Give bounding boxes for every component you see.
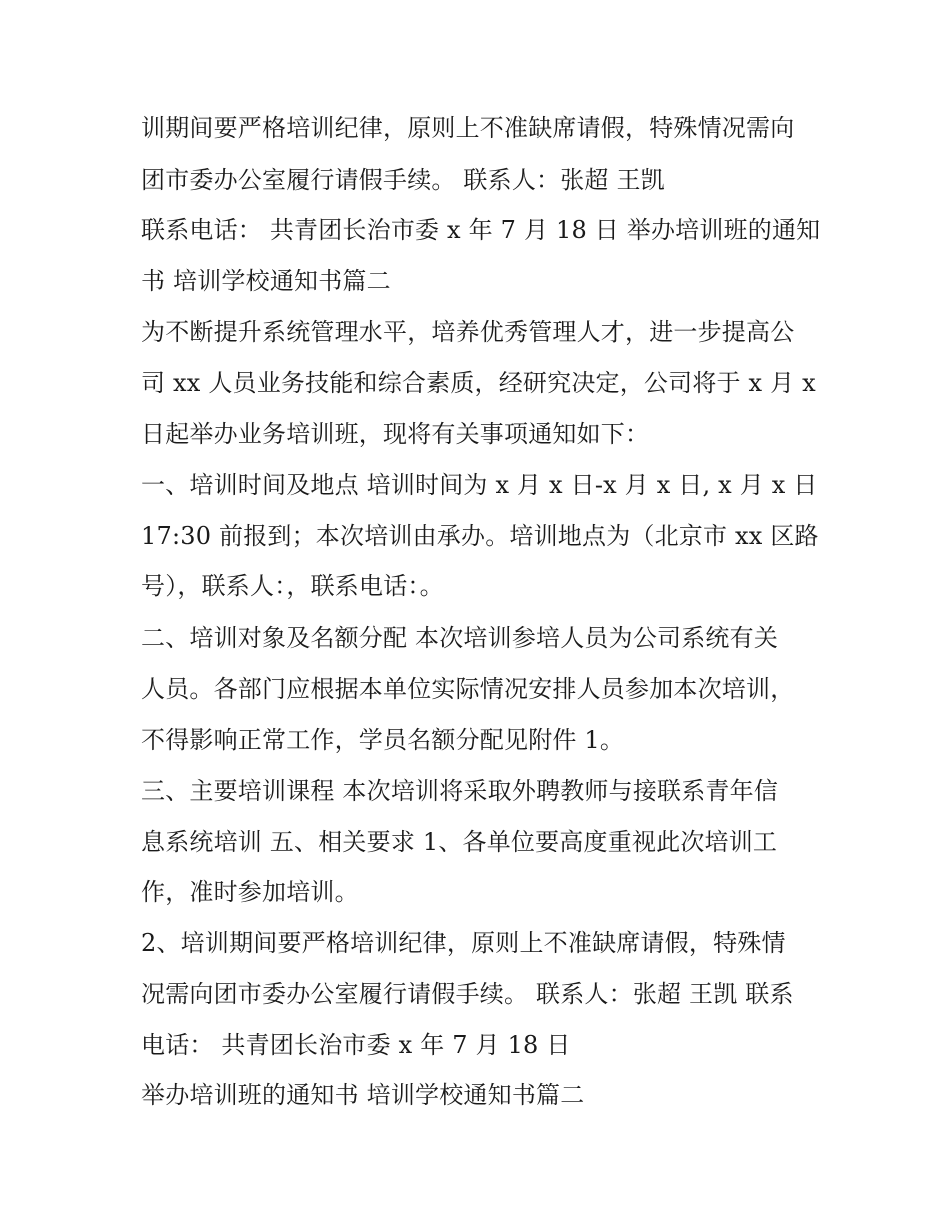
paragraph-line: 作，准时参加培训。 <box>141 878 359 906</box>
paragraph-line: 日起举办业务培训班，现将有关事项通知如下： <box>141 420 650 448</box>
paragraph-line: 息系统培训 五、相关要求 1、各单位要高度重视此次培训工 <box>141 828 778 856</box>
paragraph-line: 号），联系人：，联系电话：。 <box>141 572 444 600</box>
paragraph-line: 举办培训班的通知书 培训学校通知书篇二 <box>141 1081 585 1109</box>
paragraph-line: 电话： 共青团长治市委 x 年 7 月 18 日 <box>141 1031 571 1059</box>
paragraph-line: 人员。各部门应根据本单位实际情况安排人员参加本次培训， <box>141 675 795 703</box>
paragraph-line: 联系电话： 共青团长治市委 x 年 7 月 18 日 举办培训班的通知 <box>141 216 821 244</box>
paragraph-line: 训期间要严格培训纪律，原则上不准缺席请假，特殊情况需向 <box>141 114 795 142</box>
paragraph-line: 17:30 前报到；本次培训由承办。培训地点为（北京市 xx 区路 <box>141 522 819 550</box>
paragraph-line: 况需向团市委办公室履行请假手续。 联系人：张超 王凯 联系 <box>141 980 794 1008</box>
paragraph-line: 一、培训时间及地点 培训时间为 x 月 x 日-x 月 x 日, x 月 x 日 <box>141 471 818 499</box>
paragraph-line: 司 xx 人员业务技能和综合素质，经研究决定，公司将于 x 月 x <box>141 369 816 397</box>
paragraph-line: 为不断提升系统管理水平，培养优秀管理人才，进一步提高公 <box>141 318 795 346</box>
paragraph-line: 二、培训对象及名额分配 本次培训参培人员为公司系统有关 <box>141 624 779 652</box>
paragraph-line: 团市委办公室履行请假手续。 联系人：张超 王凯 <box>141 166 665 194</box>
paragraph-line: 三、主要培训课程 本次培训将采取外聘教师与接联系青年信 <box>141 777 779 805</box>
paragraph-line: 2、培训期间要严格培训纪律，原则上不准缺席请假，特殊情 <box>141 929 786 957</box>
paragraph-line: 不得影响正常工作，学员名额分配见附件 1。 <box>141 726 625 754</box>
paragraph-line: 书 培训学校通知书篇二 <box>141 267 391 295</box>
